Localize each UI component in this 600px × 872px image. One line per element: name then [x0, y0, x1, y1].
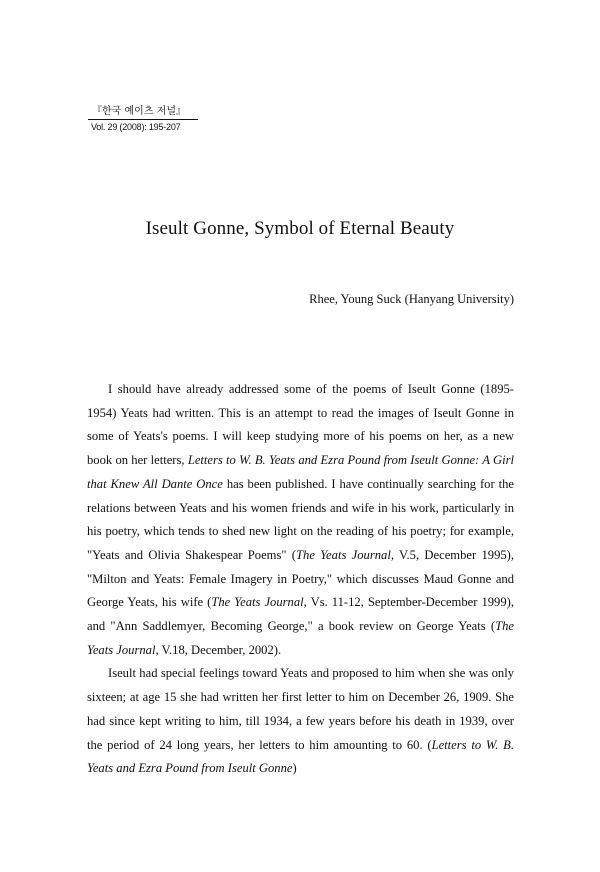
paragraph-1 — [87, 378, 514, 662]
text-run: I should have already addressed some of the poems of Iseult Gonne (1895-1954) Yeats had written. This is an attempt to read the images of Iseult Gonne in some of Yeats's poems. I will keep studying more of his poems on her, as a new book on her letters, — [87, 382, 514, 468]
paragraph-2 — [87, 662, 514, 781]
book-title: Letters to W. B. Yeats and Ezra Pound from Iseult Gonne: A Girl that Knew All Dante Once — [87, 453, 514, 491]
journal-title: The Yeats Journal, — [87, 619, 514, 657]
text-run: , Vs. 11-12, September-December 1999), and "Ann Saddlemyer, Becoming George," a book review on George Yeats ( — [87, 595, 514, 634]
journal-header — [88, 106, 198, 133]
author-line: Rhee, Young Suck (Hanyang University) — [309, 292, 514, 306]
journal-title: The Yeats Journal, — [296, 547, 394, 562]
book-title: Letters to W. B. Yeats and Ezra Pound from Iseult Gonne — [87, 737, 514, 776]
text-run: Iseult had special feelings toward Yeats and proposed to him when she was only sixteen; at age 15 she had written her first letter to him on December 26, 1909. She had since kept writing to him, till 1934, a few years before his death in 1939, over the period of 24 long years, her letters to him amounting to 60. ( — [87, 666, 514, 752]
journal-name: 『한국 예이츠 저널』 — [92, 106, 186, 117]
paper-title: Iseult Gonne, Symbol of Eternal Beauty — [145, 218, 455, 239]
volume-info: Vol. 29 (2008): 195-207 — [91, 122, 181, 132]
header-rule — [88, 119, 198, 120]
text-run: has been published. I have continually searching for the relations between Yeats and his women friends and wife in his work, particularly in his poetry, which tends to shed new light on the reading of his poetry; for example, "Yeats and Olivia Shakespear Poems" ( — [87, 476, 515, 562]
body-text — [87, 378, 514, 781]
text-run: V.18, December, 2002). — [158, 642, 282, 657]
text-run: V.5, December 1995), "Milton and Yeats: Female Imagery in Poetry," which discusses Maud Gonne and George Yeats, his wife ( — [87, 547, 515, 610]
journal-title: The Yeats Journal — [211, 595, 304, 610]
text-run: ) — [292, 761, 297, 776]
